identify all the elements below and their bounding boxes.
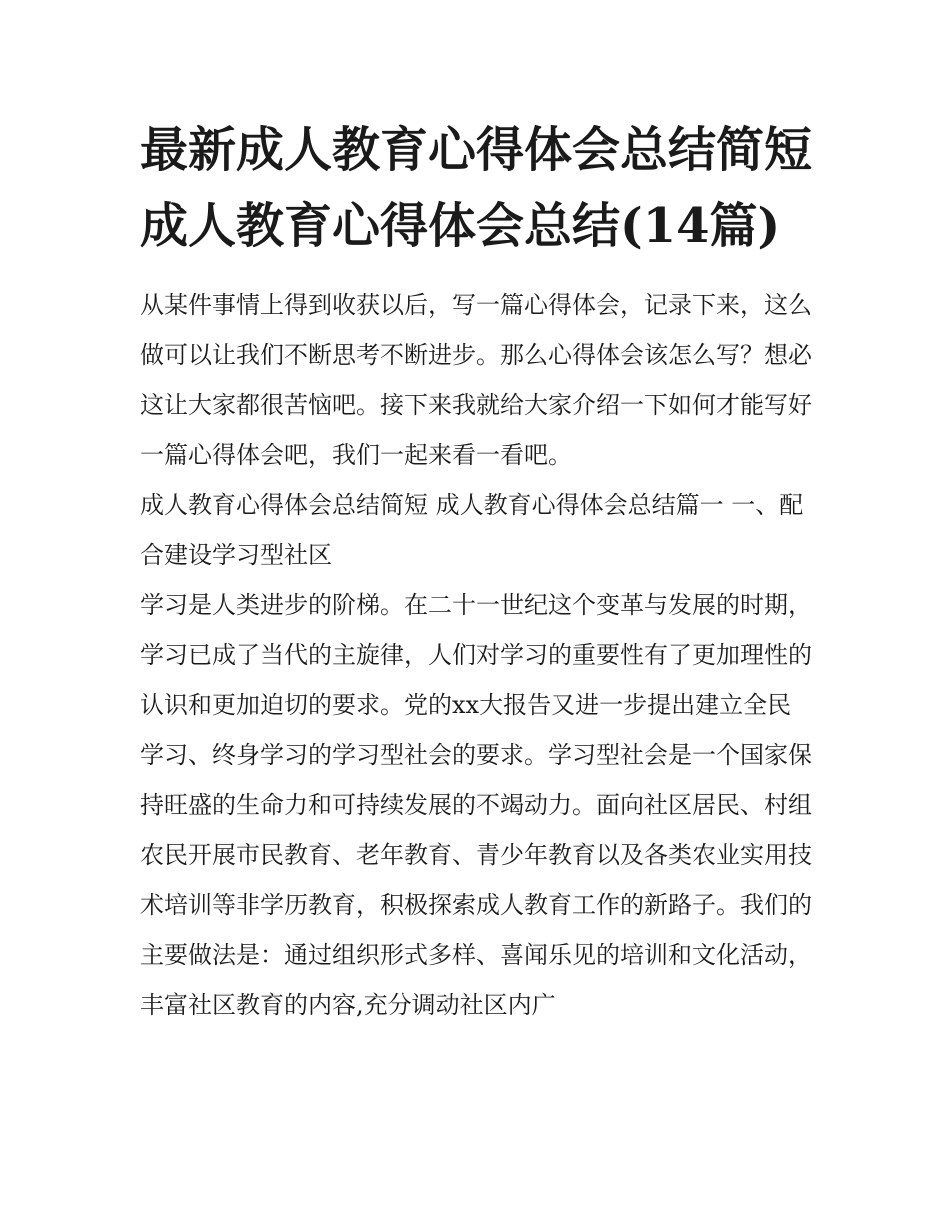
- document-page: [140, 112, 812, 1030]
- document-title: 最新成人教育心得体会总结简短 成人教育心得体会总结(14篇): [140, 122, 813, 254]
- body-paragraph: 学习是人类进步的阶梯。在二十一世纪这个变革与发展的时期，学习已成了当代的主旋律，人们对学习的重要性有了更加理性的认识和更加迫切的要求。党的xx大报告又进一步提出建立全民学习、终身学习的学习型社会的要求。学习型社会是一个国家保持旺盛的生命力和可持续发展的不竭动力。面向社区居民、村组农民开展市民教育、老年教育、青少年教育以及各类农业实用技术培训等非学历教育，积极探索成人教育工作的新路子。我们的主要做法是：通过组织形式多样、喜闻乐见的培训和文化活动，丰富社区教育的内容,充分调动社区内广: [140, 591, 812, 1019]
- section-heading: 成人教育心得体会总结简短 成人教育心得体会总结篇一 一、配合建设学习型社区: [140, 491, 804, 569]
- intro-paragraph: 从某件事情上得到收获以后，写一篇心得体会，记录下来，这么做可以让我们不断思考不断进步。那么心得体会该怎么写？想必这让大家都很苦恼吧。接下来我就给大家介绍一下如何才能写好一篇心得体会吧，我们一起来看一看吧。: [140, 291, 812, 469]
